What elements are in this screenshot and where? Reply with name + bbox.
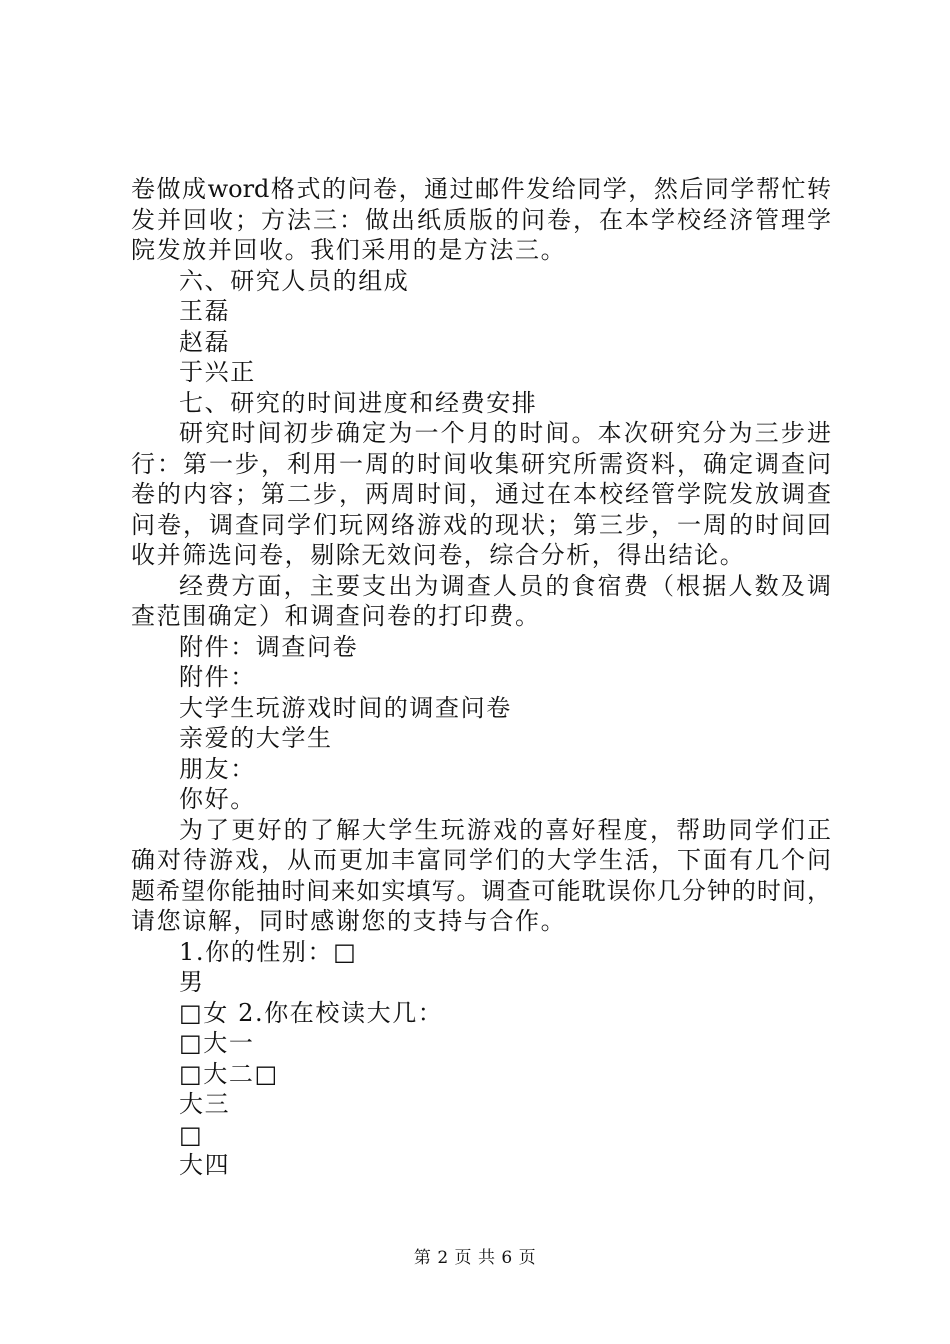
- text-line: 院发放并回收。我们采用的是方法三。: [131, 236, 567, 264]
- text-line: 七、研究的时间进度和经费安排: [179, 388, 538, 417]
- text-line: 请您谅解，同时感谢您的支持与合作。: [131, 907, 567, 935]
- text-line: 大学生玩游戏时间的调查问卷: [179, 693, 512, 722]
- text-line: 1.你的性别：□: [179, 937, 358, 966]
- text-line: 确对待游戏，从而更加丰富同学们的大学生活，下面有几个问: [131, 846, 831, 874]
- text-line: 卷的内容；第二步，两周时间，通过在本校经管学院发放调查: [131, 480, 831, 508]
- text-line: 收并筛选问卷，剔除无效问卷，综合分析，得出结论。: [131, 541, 746, 569]
- text-line: 行：第一步，利用一周的时间收集研究所需资料，确定调查问: [131, 449, 831, 478]
- text-line: 于兴正: [179, 358, 256, 386]
- text-line: □女 2.你在校读大几：: [179, 998, 444, 1027]
- text-line: □大一: [179, 1029, 255, 1057]
- text-line: □: [179, 1120, 204, 1149]
- text-line: 发并回收；方法三：做出纸质版的问卷，在本学校经济管理学: [131, 205, 831, 234]
- text-line: 附件：调查问卷: [179, 632, 359, 661]
- text-line: 题希望你能抽时间来如实填写。调查可能耽误你几分钟的时间，: [131, 876, 831, 905]
- text-line: 男: [179, 968, 205, 996]
- text-line: 赵磊: [179, 327, 231, 356]
- document-body: [131, 174, 831, 1181]
- text-line: 查范围确定）和调查问卷的打印费。: [131, 602, 541, 630]
- text-line: 亲爱的大学生: [179, 724, 333, 752]
- text-line: 问卷，调查同学们玩网络游戏的现状；第三步，一周的时间回: [131, 510, 831, 539]
- text-line: □大二□: [179, 1059, 279, 1088]
- text-line: 大四: [179, 1151, 231, 1179]
- text-line: 卷做成word格式的问卷，通过邮件发给同学，然后同学帮忙转: [131, 175, 831, 203]
- text-line: 大三: [179, 1090, 231, 1118]
- text-line: 研究时间初步确定为一个月的时间。本次研究分为三步进: [179, 419, 831, 447]
- page-footer: 第 2 页 共 6 页: [413, 1248, 537, 1268]
- text-line: 经费方面，主要支出为调查人员的食宿费（根据人数及调: [179, 571, 831, 600]
- text-line: 六、研究人员的组成: [179, 266, 410, 295]
- text-line: 王磊: [179, 297, 231, 325]
- text-line: 为了更好的了解大学生玩游戏的喜好程度，帮助同学们正: [179, 815, 831, 844]
- text-line: 朋友：: [179, 754, 256, 783]
- text-line: 附件：: [179, 663, 256, 691]
- text-line: 你好。: [179, 785, 256, 813]
